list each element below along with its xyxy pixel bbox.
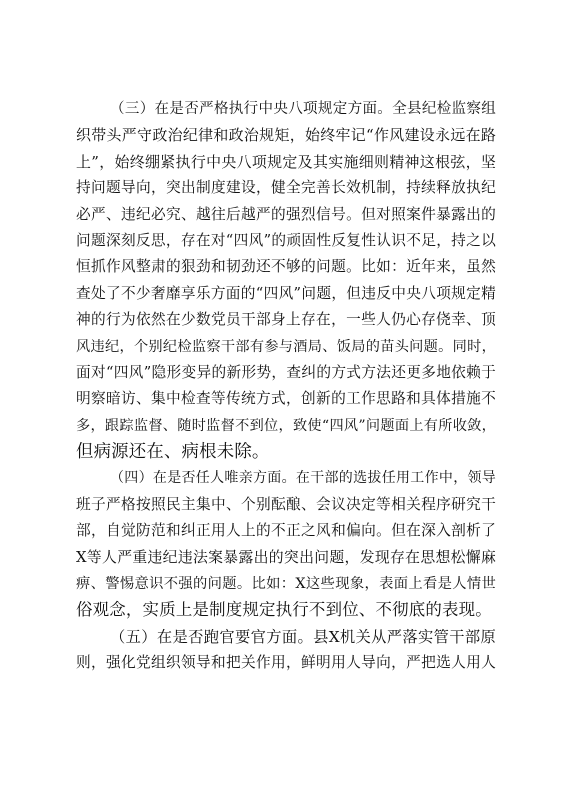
text-line: 面对“四风”隐形变异的新形势，查纠的方式方法还更多地依赖于 <box>76 363 496 381</box>
text-line: 俗观念，实质上是制度规定执行不到位、不彻底的表现。 <box>76 600 492 620</box>
text-line: 多，跟踪监督、随时监督不到位，致使“四风”问题面上有所收敛， <box>76 417 496 434</box>
text-line: 必严、违纪必究、越往后越严的强烈信号。但对照案件暴露出的 <box>76 205 496 223</box>
text-line: （三）在是否严格执行中央八项规定方面。全县纪检监察组 <box>110 101 496 117</box>
text-line: 问题深刻反思，存在对“四风”的顽固性反复性认识不足，持之以 <box>76 231 496 249</box>
text-line: 痹、警惕意识不强的问题。比如：X这些现象，表面上看是人情世 <box>76 576 496 593</box>
text-line: 则，强化党组织领导和把关作用，鲜明用人导向，严把选人用人 <box>76 654 496 672</box>
text-line: （四）在是否任人唯亲方面。在干部的选拔任用工作中，领导 <box>110 470 496 487</box>
text-line: 查处了不少奢靡享乐方面的“四风”问题，但违反中央八项规定精 <box>76 284 496 302</box>
text-line: 上”，始终绷紧执行中央八项规定及其实施细则精神这根弦，坚 <box>76 152 496 171</box>
text-line: 但病源还在、病根未除。 <box>76 442 270 463</box>
text-line: 班子严格按照民主集中、个别酝酿、会议决定等相关程序研究干 <box>76 495 496 513</box>
text-line: 恒抓作风整肃的狠劲和韧劲还不够的问题。比如：近年来，虽然 <box>76 258 496 276</box>
text-line: 明察暗访、集中检查等传统方式，创新的工作思路和具体措施不 <box>76 390 496 408</box>
text-line: X等人严重违纪违法案暴露出的突出问题，发现存在思想松懈麻 <box>76 548 496 566</box>
text-line: （五）在是否跑官要官方面。县X机关从严落实管干部原 <box>110 627 496 646</box>
text-line: 织带头严守政治纪律和政治规矩，始终牢记“作风建设永远在路 <box>76 126 496 145</box>
text-line: 部，自觉防范和纠正用人上的不正之风和偏向。但在深入剖析了 <box>76 522 496 540</box>
document-body <box>76 96 496 677</box>
text-line: 神的行为依然在少数党员干部身上存在，一些人仍心存侥幸、顶 <box>76 311 496 329</box>
text-line: 风违纪，个别纪检监察干部有参与酒局、饭局的苗头问题。同时， <box>76 338 496 355</box>
text-line: 持问题导向，突出制度建设，健全完善长效机制，持续释放执纪 <box>76 179 496 197</box>
